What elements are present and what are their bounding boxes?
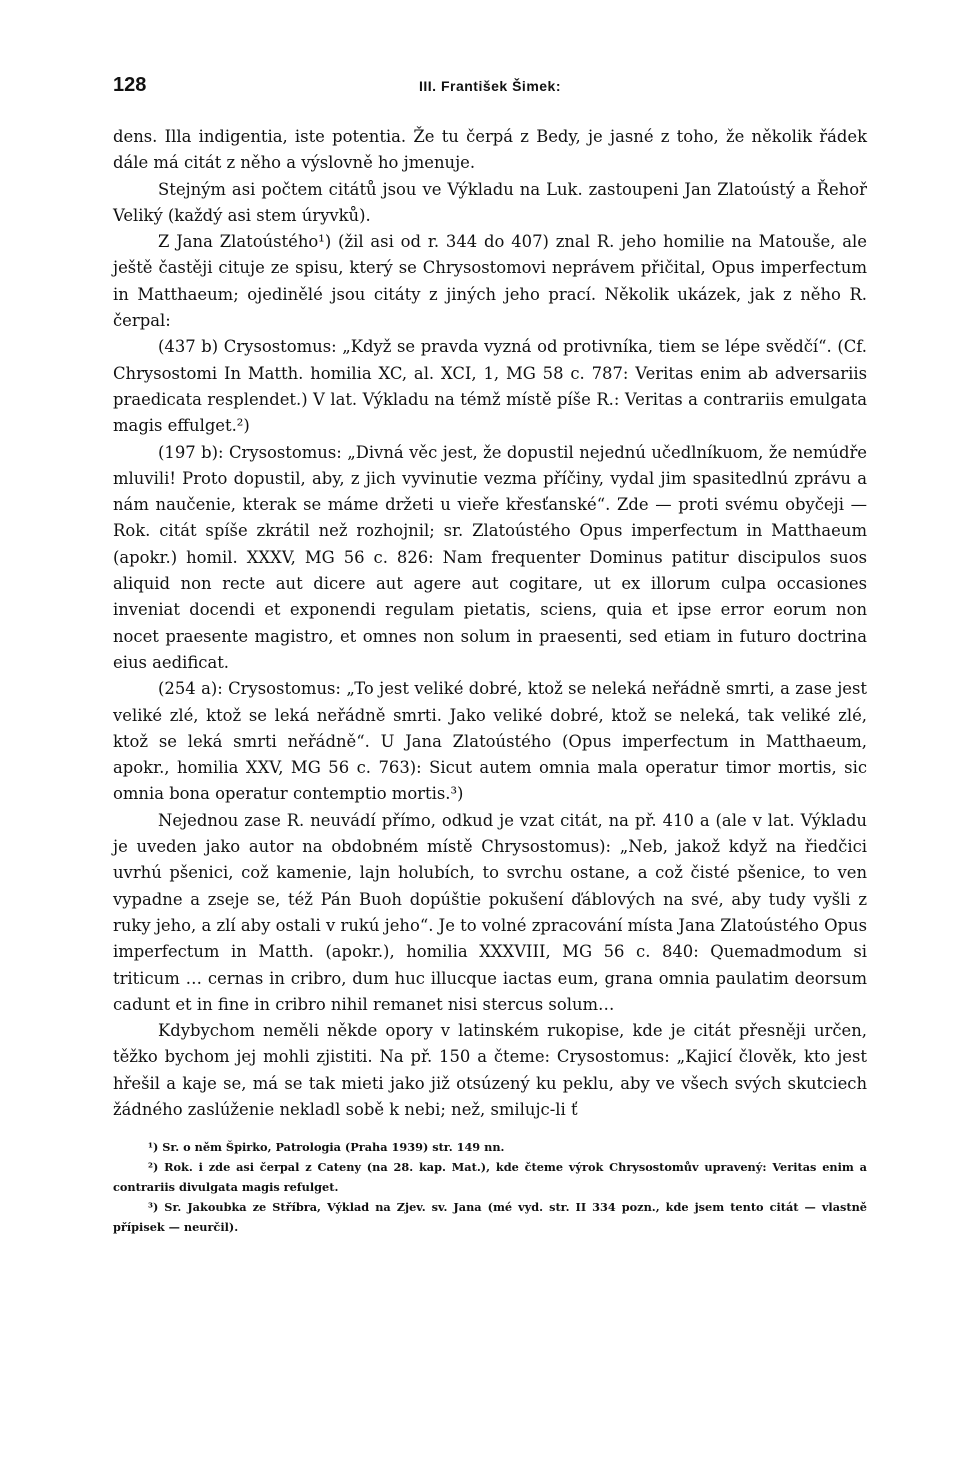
paragraph: Nejednou zase R. neuvádí přímo, odkud je vzat citát, na př. 410 a (ale v lat. Výkladu je uveden jako autor na obdobném místě Chrysostomus): „Neb, jakož když na řiedčici uvrhú pšenici, což kamenie, lajn holubích, to svrchu ostane, a což čisté pšenice, to ven vypadne a zseje se, též Pán Buoh dopúštie pokušení ďáblových na své, aby tudy vyšli z ruky jeho, a zlí aby ostali v rukú jeho“. Je to volné zpracování místa Jana Zlatoústého Opus imperfectum in Matth. (apokr.), homilia XXXVIII, MG 56 c. 840: Quemadmodum si triticum … cernas in cribro, dum huc illucque iactas eum, grana omnia paulatim deorsum cadunt et in fine in cribro nihil remanet nisi stercus solum… [113,810,867,1014]
paragraph: Z Jana Zlatoústého¹) (žil asi od r. 344 do 407) znal R. jeho homilie na Matouše, ale ještě častěji cituje ze spisu, který se Chrysostomovi neprávem přičital, Opus imperfectum in Matthaeum; ojedinělé jsou citáty z jiných jeho prací. Několik ukázek, jak z něho R. čerpal: [113,232,867,331]
paragraph: (254 a): Crysostomus: „To jest veliké dobré, ktož se neleká neřádně smrti, a zase jest veliké zlé, ktož se leká neřádně smrti. Jako veliké dobré, ktož se neleká, tak veliké zlé, ktož se leká smrti neřádně“. U Jana Zlatoústého (Opus imperfectum in Matthaeum, apokr., homilia XXV, MG 56 c. 763): Sicut autem omnia mala operatur timor mortis, sic omnia bona operatur contemptio mortis.³) [113,679,867,804]
footnotes [113,1137,867,1237]
running-title: III. František Šimek: [419,78,561,94]
paragraph: dens. Illa indigentia, iste potentia. Že tu čerpá z Bedy, je jasné z toho, že několik řádek dále má citát z něho a výslovně ho jmenuje. [113,127,867,173]
paragraph: (197 b): Crysostomus: „Divná věc jest, že dopustil nejednú učedlníkuom, že nemúdře mluvili! Proto dopustil, aby, z jich vyvinutie vezma příčiny, vydal jim spasitedlnú zprávu a nám naučenie, kterak se máme držeti u vieře křesťanské“. Zde — proti svému obyčeji — Rok. citát spíše zkrátil než rozhojnil; sr. Zlatoústého Opus imperfectum in Matthaeum (apokr.) homil. XXXV, MG 56 c. 826: Nam frequenter Dominus patitur discipulos suos aliquid non recte aut dicere aut agere aut cogitare, ut ex illorum culpa occasiones inveniat docendi et exponendi regulam pietatis, sciens, quia et ipse error eorum non nocet praesente magistro, et omnes non solum in praesenti, sed etiam in futuro doctrina eius aedificat. [113,442,867,672]
footnote: ²) Rok. i zde asi čerpal z Cateny (na 28. kap. Mat.), kde čteme výrok Chrysostomův upravený: Veritas enim a contrariis divulgata magis refulget. [113,1160,867,1195]
page-number: 128 [113,74,147,96]
footnote: ³) Sr. Jakoubka ze Stříbra, Výklad na Zjev. sv. Jana (mé vyd. str. II 334 pozn., kde jsem tento citát — vlastně přípisek — neurčil). [113,1200,867,1235]
page-header [113,70,867,100]
body-text [113,124,867,1123]
document-page [113,70,867,1237]
footnote: ¹) Sr. o něm Špirko, Patrologia (Praha 1939) str. 149 nn. [148,1140,505,1155]
paragraph: Kdybychom neměli někde opory v latinském rukopise, kde je citát přesněji určen, těžko bychom jej mohli zjistiti. Na př. 150 a čteme: Crysostomus: „Kajicí člověk, kto jest hřešil a kaje se, má se tak mieti jako již otsúzený ku peklu, aby ve všech svých skutciech žádného zaslúženie nekladl sobě k nebi; než, smilujc-li ť [113,1021,867,1119]
paragraph: (437 b) Crysostomus: „Když se pravda vyzná od protivníka, tiem se lépe svědčí“. (Cf. Chrysostomi In Matth. homilia XC, al. XCI, 1, MG 58 c. 787: Veritas enim ab adversariis praedicata resplendet.) V lat. Výkladu na témž místě píše R.: Veritas a contrariis emulgata magis effulget.²) [113,337,867,436]
paragraph: Stejným asi počtem citátů jsou ve Výkladu na Luk. zastoupeni Jan Zlatoústý a Řehoř Veliký (každý asi stem úryvků). [113,179,867,225]
